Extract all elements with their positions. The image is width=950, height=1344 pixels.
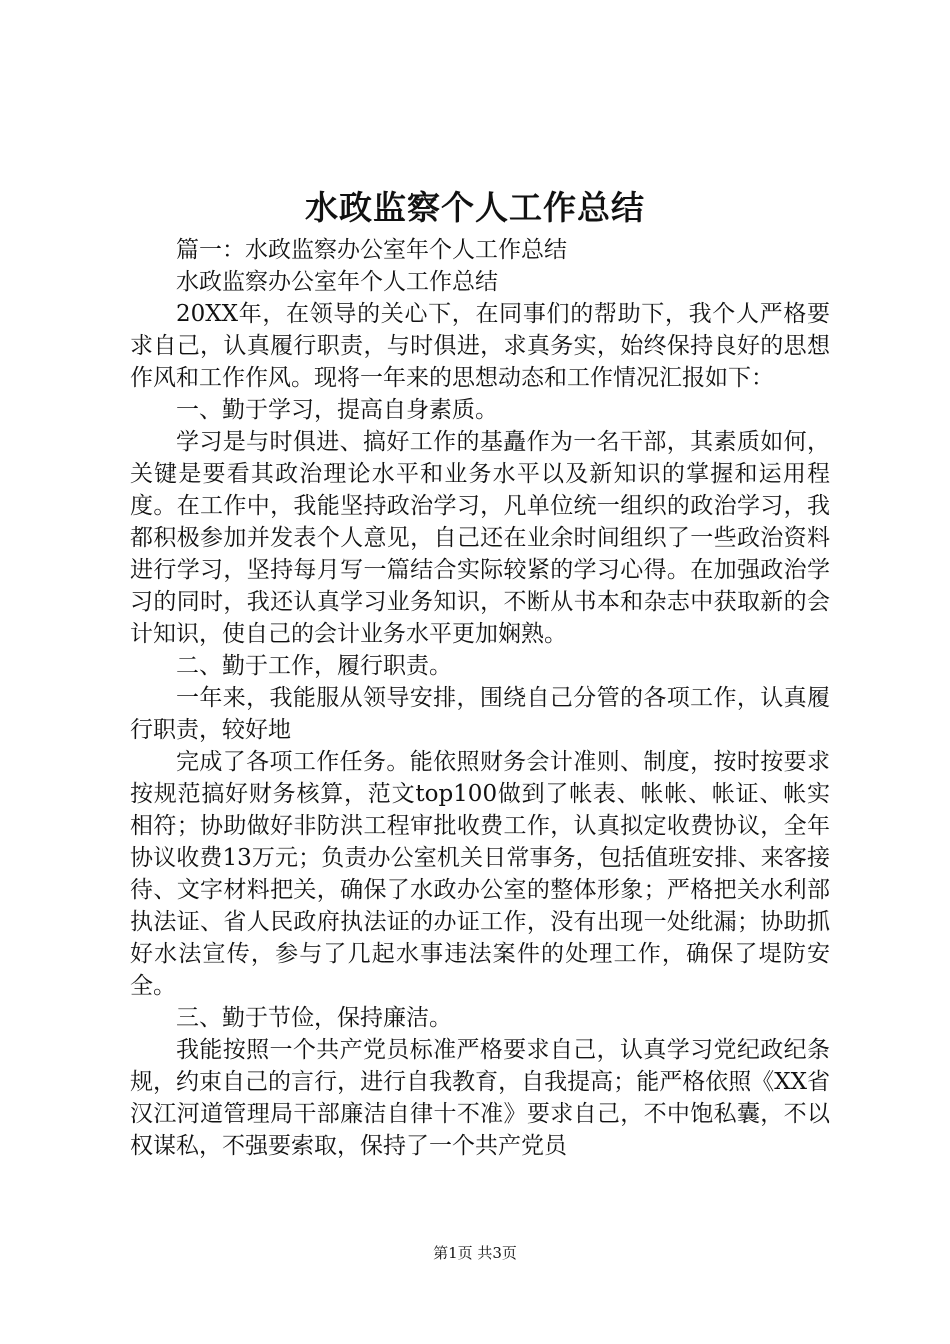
section-heading: 篇一：水政监察办公室年个人工作总结	[176, 237, 567, 263]
section-heading: 三、勤于节俭，保持廉洁。	[176, 1005, 452, 1031]
document-body	[130, 234, 830, 1162]
section-heading: 二、勤于工作，履行职责。	[176, 653, 452, 679]
section-heading: 一、勤于学习，提高自身素质。	[176, 397, 498, 423]
document-title: 水政监察个人工作总结	[305, 188, 645, 227]
paragraph: 20XX年，在领导的关心下，在同事们的帮助下，我个人严格要求自己，认真履行职责，与时俱进，求真务实，始终保持良好的思想作风和工作作风。现将一年来的思想动态和工作情况汇报如下：	[130, 301, 830, 391]
paragraph: 完成了各项工作任务。能依照财务会计准则、制度，按时按要求按规范搞好财务核算，范文top100做到了帐表、帐帐、帐证、帐实相符；协助做好非防洪工程审批收费工作，认真拟定收费协议，全年协议收费13万元；负责办公室机关日常事务，包括值班安排、来客接待、文字材料把关，确保了水政办公室的整体形象；严格把关水利部执法证、省人民政府执法证的办证工作，没有出现一处纰漏；协助抓好水法宣传，参与了几起水事违法案件的处理工作，确保了堤防安全。	[130, 749, 830, 999]
paragraph: 一年来，我能服从领导安排，围绕自己分管的各项工作，认真履行职责，较好地	[130, 685, 830, 743]
page-footer: 第1页 共3页	[433, 1244, 517, 1262]
subtitle: 水政监察办公室年个人工作总结	[176, 269, 498, 295]
paragraph: 我能按照一个共产党员标准严格要求自己，认真学习党纪政纪条规，约束自己的言行，进行自我教育，自我提高；能严格依照《XX省汉江河道管理局干部廉洁自律十不准》要求自己，不中饱私囊，不以权谋私，不强要索取，保持了一个共产党员	[130, 1037, 830, 1159]
paragraph: 学习是与时俱进、搞好工作的基矗作为一名干部，其素质如何，关键是要看其政治理论水平和业务水平以及新知识的掌握和运用程度。在工作中，我能坚持政治学习，凡单位统一组织的政治学习，我都积极参加并发表个人意见，自己还在业余时间组织了一些政治资料进行学习，坚持每月写一篇结合实际较紧的学习心得。在加强政治学习的同时，我还认真学习业务知识，不断从书本和杂志中获取新的会计知识，使自己的会计业务水平更加娴熟。	[130, 429, 830, 647]
